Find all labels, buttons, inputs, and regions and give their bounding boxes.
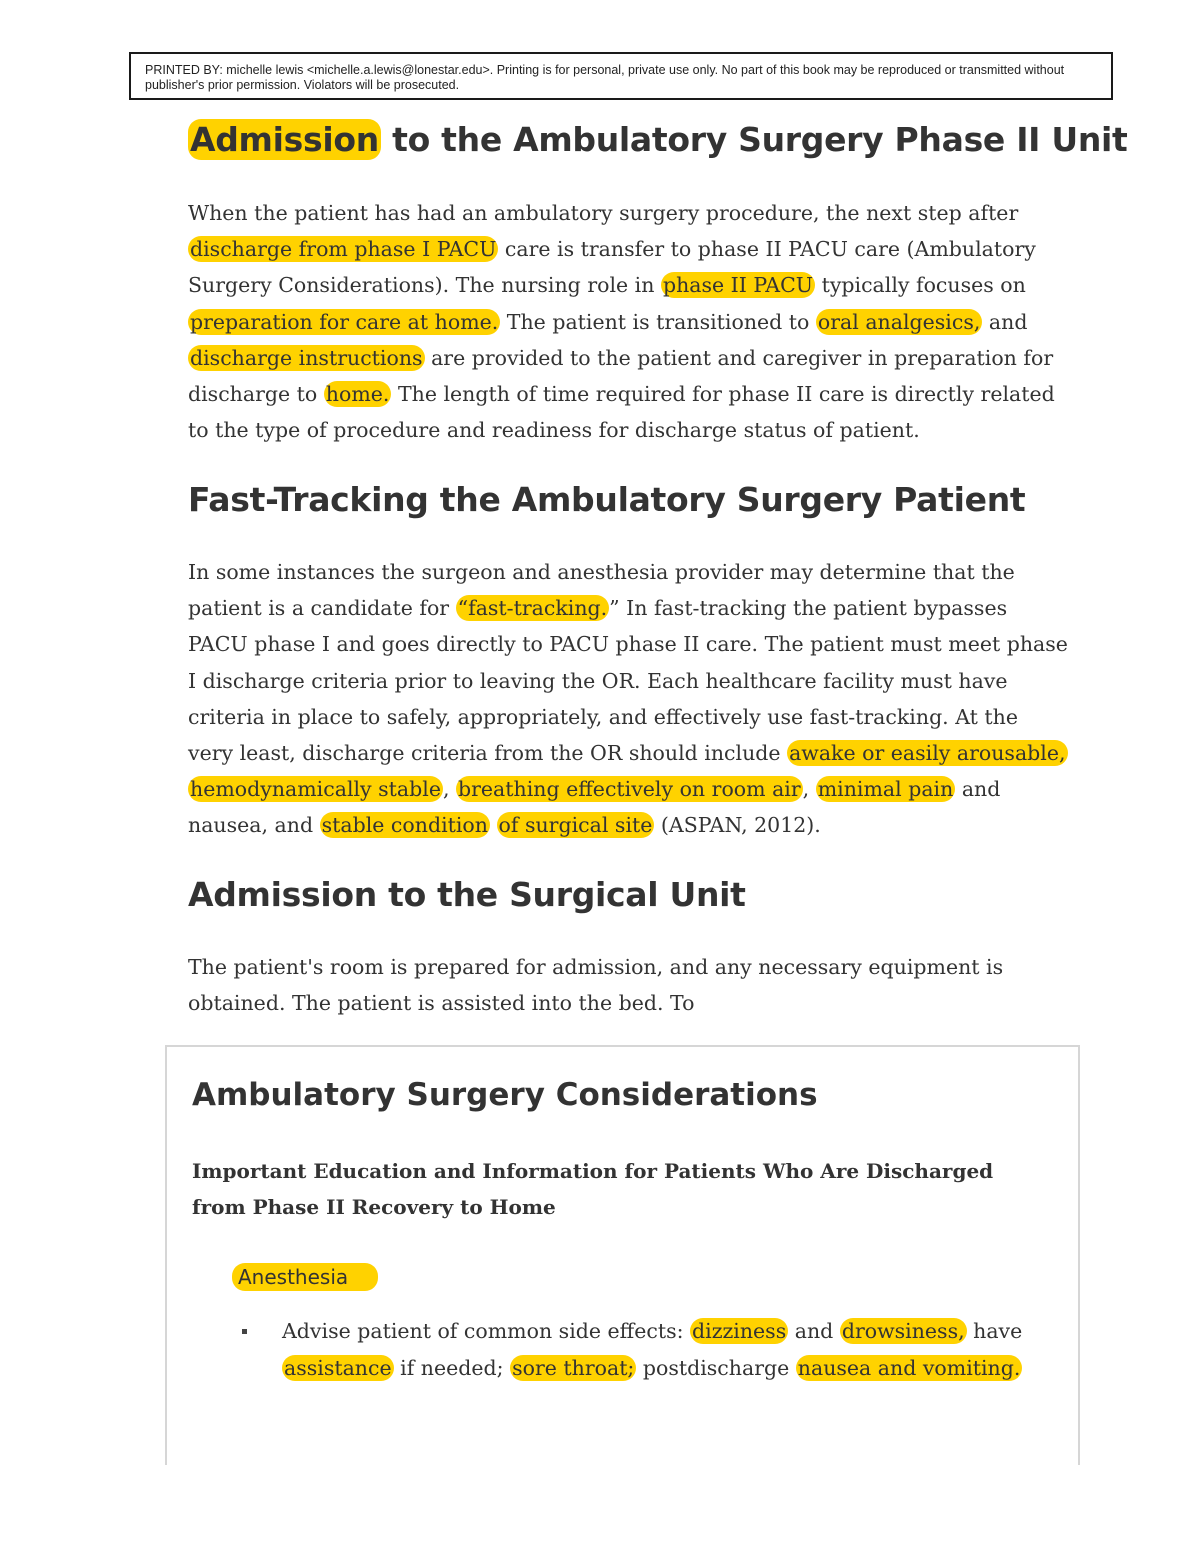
text: ” In fast-tracking the patient bypasses PACU phase I and goes directly to PACU phase II care. The patient must meet phase I discharge criteria prior to leaving the OR. Each healthcare facility must have criteria in place to safely, appropriately, and effectively use fast-tracking. At the very least, discharge criteria from the OR should include [188, 596, 1068, 766]
text: , [802, 777, 816, 802]
section-title-fast-tracking: Fast-Tracking the Ambulatory Surgery Patient [188, 480, 1026, 519]
section-title-admission-phase-ii [188, 120, 1128, 159]
highlight: of surgical site [498, 813, 653, 838]
text: The length of time required for phase II care is directly related to the type of procedure and readiness for discharge status of patient. [188, 382, 1055, 443]
text: In some instances the surgeon and anesthesia provider may determine that the patient is a candidate for [188, 560, 1015, 621]
highlight: home. [325, 382, 390, 407]
highlight: breathing effectively on room air [458, 777, 801, 802]
highlight: Anesthesia [232, 1263, 378, 1291]
highlight: preparation for care at home. [190, 309, 499, 334]
box-list [242, 1313, 1042, 1387]
text: typically focuses on [815, 273, 1026, 298]
box-subtitle: Important Education and Information for Patients Who Are Discharged from Phase II Recovery to Home [192, 1159, 994, 1219]
highlight: discharge from phase I PACU [190, 237, 497, 262]
text: are provided to the patient and caregiver in preparation for discharge to [188, 345, 1054, 407]
highlight: dizziness [692, 1319, 787, 1343]
paragraph-surgical-unit: The patient's room is prepared for admission, and any necessary equipment is obtained. The patient is assisted into the bed. To [188, 955, 1004, 1016]
text [490, 813, 497, 837]
ambulatory-considerations-box [165, 1045, 1080, 1465]
highlight: awake or easily arousable, [789, 741, 1066, 766]
text: (ASPAN, 2012). [654, 813, 821, 838]
list-item [242, 1313, 1042, 1387]
paragraph-fast-tracking [188, 554, 1068, 844]
text: postdischarge [636, 1356, 796, 1380]
highlight: nausea and vomiting. [797, 1356, 1021, 1380]
highlight: drowsiness, [841, 1319, 965, 1343]
highlight: Admission [190, 120, 379, 159]
bullet-icon [242, 1329, 247, 1334]
text: and nausea, and [188, 777, 1001, 838]
highlight: minimal pain [817, 777, 954, 802]
title-text: to the Ambulatory Surgery Phase II Unit [380, 120, 1128, 159]
text: Advise patient of common side effects: [282, 1319, 691, 1343]
text: have [966, 1319, 1023, 1343]
highlight: phase II PACU [662, 273, 814, 298]
highlight: sore throat; [512, 1356, 635, 1380]
text: and [982, 309, 1028, 334]
highlight: oral analgesics, [817, 309, 981, 334]
section-title-surgical-unit: Admission to the Surgical Unit [188, 875, 746, 914]
highlight: stable condition [321, 813, 488, 838]
highlight: assistance [284, 1356, 392, 1380]
text: care is transfer to phase II PACU care (Ambulatory Surgery Considerations). The nursing role in [188, 237, 1036, 298]
box-title: Ambulatory Surgery Considerations [192, 1077, 818, 1113]
paragraph-phase-ii [188, 195, 1068, 448]
text: When the patient has had an ambulatory surgery procedure, the next step after [188, 201, 1019, 225]
highlight: hemodynamically stable [190, 777, 441, 802]
text: The patient is transitioned to [500, 309, 816, 334]
highlight: discharge instructions [190, 345, 423, 370]
text: , [442, 777, 456, 802]
text: and [788, 1319, 840, 1343]
highlight: “fast-tracking. [457, 596, 608, 621]
text: if needed; [393, 1356, 511, 1380]
print-notice: PRINTED BY: michelle lewis <michelle.a.lewis@lonestar.edu>. Printing is for personal, private use only. No part of this book may be reproduced or transmitted without publisher's prior permission. Violators will be prosecuted. [129, 52, 1113, 100]
box-section-anesthesia [232, 1265, 378, 1289]
